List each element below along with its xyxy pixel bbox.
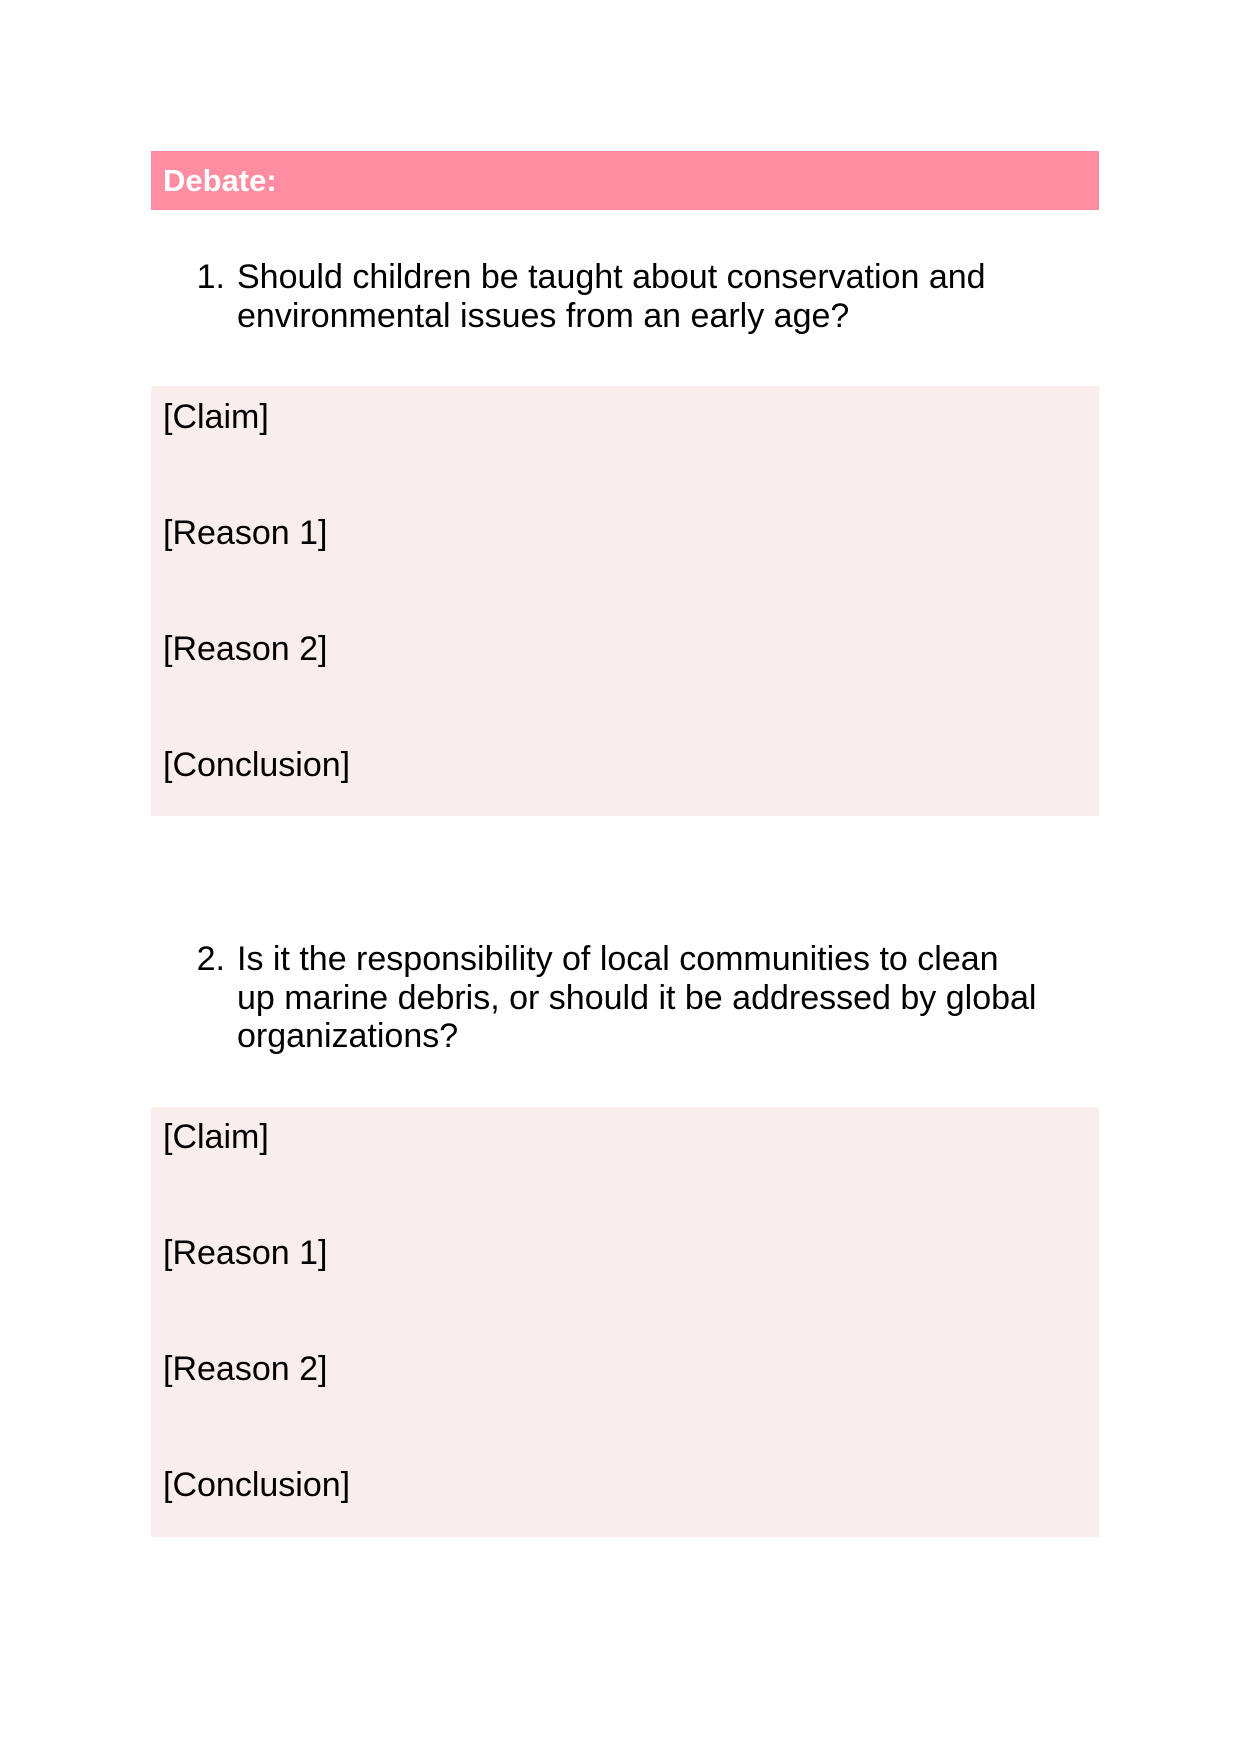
answer-box-1[interactable]: [151, 386, 1099, 816]
answer-1-reason-1[interactable]: [Reason 1]: [163, 514, 328, 552]
answer-box-2[interactable]: [151, 1107, 1099, 1537]
question-2-text: Is it the responsibility of local communities to clean up marine debris, or should it be addressed by global organizations?: [237, 940, 1037, 1055]
debate-header-title: Debate:: [163, 162, 277, 198]
debate-header: [151, 151, 1099, 210]
question-2: [151, 940, 1099, 1056]
answer-1-claim[interactable]: [Claim]: [163, 398, 269, 436]
answer-2-conclusion[interactable]: [Conclusion]: [163, 1466, 351, 1504]
answer-2-claim[interactable]: [Claim]: [163, 1118, 269, 1156]
question-2-number: 2.: [196, 940, 225, 978]
answer-1-conclusion[interactable]: [Conclusion]: [163, 746, 351, 784]
answer-1-reason-2[interactable]: [Reason 2]: [163, 630, 328, 668]
question-1: [151, 258, 1099, 335]
answer-2-reason-2[interactable]: [Reason 2]: [163, 1350, 328, 1388]
question-1-number: 1.: [196, 258, 225, 296]
answer-2-reason-1[interactable]: [Reason 1]: [163, 1234, 328, 1272]
question-1-text: Should children be taught about conservation and environmental issues from an early age?: [237, 258, 986, 335]
